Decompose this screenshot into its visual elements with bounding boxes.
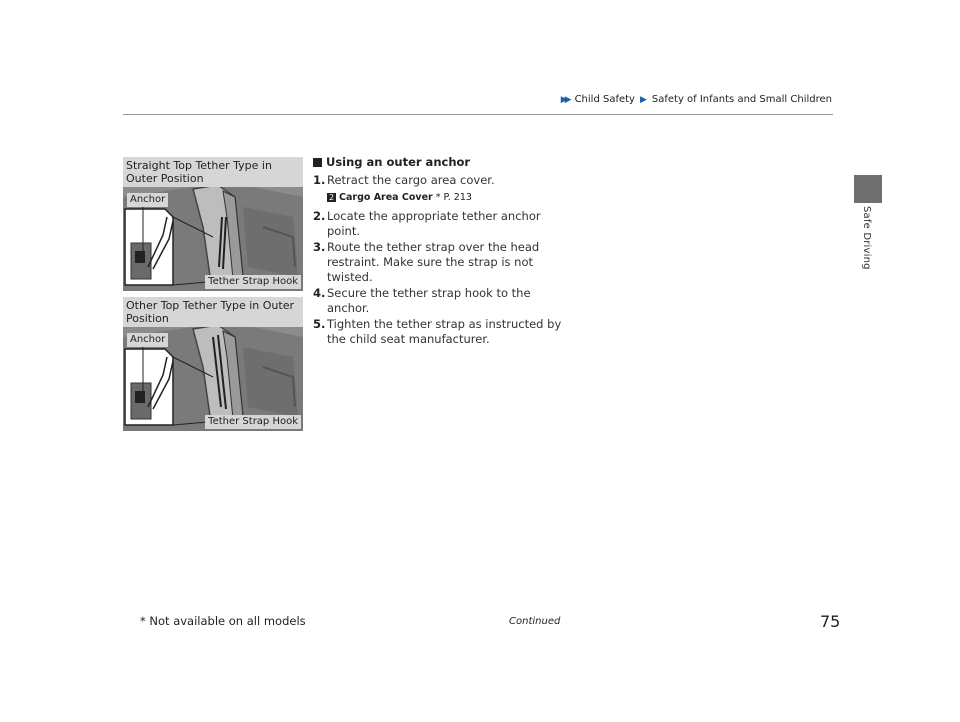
step-item: [313, 286, 563, 316]
double-arrow-icon: ▶▶: [560, 94, 569, 105]
section-heading: [313, 155, 563, 170]
step-item: [313, 173, 563, 188]
continued-label: Continued: [509, 616, 561, 627]
footnote: * Not available on all models: [140, 614, 306, 628]
figure-straight-tether: [123, 157, 303, 291]
anchor-label: Anchor: [127, 193, 168, 207]
step-number: 5.: [313, 317, 326, 331]
step-item: [313, 317, 563, 347]
reference-icon: 2: [328, 193, 335, 202]
step-number: 4.: [313, 286, 326, 300]
step-item: [313, 240, 563, 285]
step-text: Tighten the tether strap as instructed by the child seat manufacturer.: [327, 317, 562, 346]
step-text: Locate the appropriate tether anchor point.: [327, 209, 541, 238]
figure-caption: Straight Top Tether Type in Outer Position: [123, 157, 303, 187]
reference-marker: *: [435, 192, 441, 203]
section-heading-text: Using an outer anchor: [326, 155, 471, 169]
breadcrumb: [561, 94, 832, 105]
header-divider: [123, 114, 833, 115]
reference-title[interactable]: Cargo Area Cover: [339, 192, 433, 203]
anchor-label: Anchor: [127, 333, 168, 347]
step-text: Route the tether strap over the head restraint. Make sure the strap is not twisted.: [327, 240, 540, 284]
step-text: Retract the cargo area cover.: [327, 173, 495, 187]
figure-caption: Other Top Tether Type in Outer Position: [123, 297, 303, 327]
step-item: [313, 209, 563, 239]
reference-page[interactable]: P. 213: [443, 192, 472, 203]
cross-reference[interactable]: [327, 190, 563, 205]
step-text: Secure the tether strap hook to the anchor.: [327, 286, 531, 315]
tether-hook-label: Tether Strap Hook: [205, 415, 301, 429]
arrow-icon: ▶: [639, 94, 647, 105]
square-bullet-icon: [313, 158, 322, 167]
chapter-tab-marker: [854, 175, 882, 203]
step-number: 3.: [313, 240, 326, 254]
tether-hook-label: Tether Strap Hook: [205, 275, 301, 289]
page-number: 75: [820, 612, 841, 631]
breadcrumb-section[interactable]: Safety of Infants and Small Children: [651, 94, 832, 105]
step-number: 2.: [313, 209, 326, 223]
step-number: 1.: [313, 173, 326, 187]
breadcrumb-chapter[interactable]: Child Safety: [574, 94, 635, 105]
instructions: [313, 155, 563, 348]
figure-other-tether: [123, 297, 303, 431]
chapter-tab-label[interactable]: Safe Driving: [861, 206, 872, 270]
